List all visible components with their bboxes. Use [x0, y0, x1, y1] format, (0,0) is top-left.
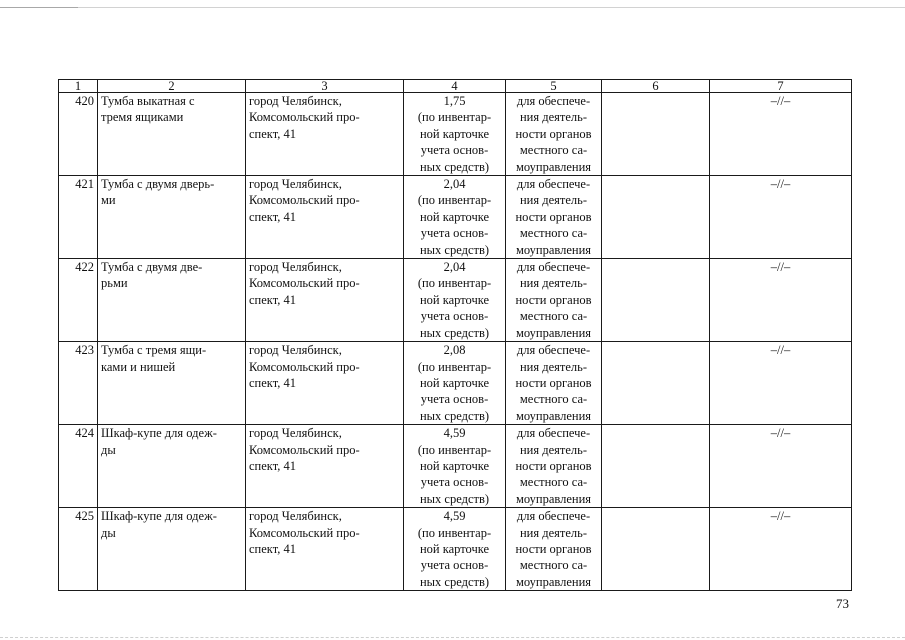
- item-name-cell: [98, 93, 246, 176]
- purpose-cell-line: ния деятель-: [519, 442, 588, 457]
- item-name-cell-line: рьми: [101, 276, 128, 291]
- address-cell-line: спект, 41: [249, 126, 296, 141]
- address-cell-line: спект, 41: [249, 458, 296, 473]
- purpose-cell-line: ности органов: [515, 292, 592, 307]
- item-name-cell-line: ми: [101, 193, 116, 208]
- header-cell-2: 2: [98, 80, 246, 93]
- cost-cell: [404, 93, 506, 176]
- address-cell-line: город Челябинск,: [249, 94, 342, 108]
- cost-cell: [404, 176, 506, 259]
- header-cell-5: 5: [506, 80, 602, 93]
- column-6-cell: [602, 176, 710, 259]
- purpose-cell: [506, 259, 602, 342]
- column-6-cell: [602, 93, 710, 176]
- purpose-cell-line: для обеспече-: [516, 509, 591, 524]
- item-name-cell-line: Тумба с тремя ящи-: [101, 343, 207, 358]
- address-cell-line: город Челябинск,: [249, 260, 342, 275]
- row-number-cell: 422: [59, 259, 98, 342]
- table-header-row: [59, 80, 852, 93]
- table-row: [59, 176, 852, 259]
- address-cell-line: город Челябинск,: [249, 426, 342, 441]
- cost-cell-line: ной карточке: [419, 209, 490, 224]
- purpose-cell-line: ности органов: [515, 126, 592, 141]
- table-row: [59, 342, 852, 425]
- cost-cell-line: ных средств): [419, 574, 490, 589]
- row-number-cell: 421: [59, 176, 98, 259]
- cost-cell-line: 2,04: [443, 177, 466, 192]
- column-6-cell: [602, 342, 710, 425]
- purpose-cell-line: местного са-: [519, 558, 588, 573]
- cost-cell-line: ных средств): [419, 159, 490, 174]
- cost-cell-line: ной карточке: [419, 375, 490, 390]
- purpose-cell-line: моуправления: [515, 159, 592, 174]
- item-name-cell: [98, 425, 246, 508]
- purpose-cell: [506, 425, 602, 508]
- purpose-cell-line: местного са-: [519, 475, 588, 490]
- purpose-cell-line: ности органов: [515, 541, 592, 556]
- address-cell-line: город Челябинск,: [249, 343, 342, 358]
- cost-cell-line: ных средств): [419, 325, 490, 340]
- cost-cell: [404, 508, 506, 591]
- purpose-cell-line: местного са-: [519, 143, 588, 158]
- address-cell-line: Комсомольский про-: [249, 525, 360, 540]
- purpose-cell-line: местного са-: [519, 392, 588, 407]
- column-6-cell: [602, 508, 710, 591]
- purpose-cell-line: местного са-: [519, 309, 588, 324]
- purpose-cell-line: ния деятель-: [519, 525, 588, 540]
- header-cell-1: 1: [59, 80, 98, 93]
- table-row: [59, 259, 852, 342]
- cost-cell-line: 2,04: [443, 260, 466, 275]
- cost-cell-line: учета основ-: [420, 143, 489, 158]
- cost-cell: [404, 259, 506, 342]
- address-cell-line: город Челябинск,: [249, 509, 342, 524]
- address-cell-line: спект, 41: [249, 541, 296, 556]
- address-cell-line: Комсомольский про-: [249, 359, 360, 374]
- cost-cell-line: ной карточке: [419, 292, 490, 307]
- address-cell-line: Комсомольский про-: [249, 276, 360, 291]
- cost-cell-line: учета основ-: [420, 558, 489, 573]
- cost-cell-line: учета основ-: [420, 309, 489, 324]
- column-6-cell: [602, 425, 710, 508]
- property-table: [58, 79, 852, 591]
- page-bottom-edge: [0, 637, 905, 638]
- address-cell-line: спект, 41: [249, 209, 296, 224]
- item-name-cell-line: ками и нишей: [101, 359, 176, 374]
- address-cell: [246, 93, 404, 176]
- header-cell-4: 4: [404, 80, 506, 93]
- cost-cell-line: (по инвентар-: [417, 193, 492, 208]
- column-7-cell: –//–: [710, 259, 852, 342]
- purpose-cell-line: местного са-: [519, 226, 588, 241]
- purpose-cell: [506, 508, 602, 591]
- cost-cell-line: (по инвентар-: [417, 276, 492, 291]
- purpose-cell-line: ния деятель-: [519, 276, 588, 291]
- header-cell-7: 7: [710, 80, 852, 93]
- row-number-cell: 423: [59, 342, 98, 425]
- row-number-cell: 420: [59, 93, 98, 176]
- page-top-edge-mark: [0, 7, 78, 8]
- header-cell-3: 3: [246, 80, 404, 93]
- purpose-cell-line: ности органов: [515, 209, 592, 224]
- cost-cell-line: (по инвентар-: [417, 110, 492, 125]
- cost-cell-line: ных средств): [419, 408, 490, 423]
- purpose-cell-line: для обеспече-: [516, 260, 591, 275]
- column-7-cell: –//–: [710, 508, 852, 591]
- column-6-cell: [602, 259, 710, 342]
- row-number-cell: 425: [59, 508, 98, 591]
- page-top-edge: [0, 7, 905, 8]
- address-cell-line: Комсомольский про-: [249, 193, 360, 208]
- row-number-cell: 424: [59, 425, 98, 508]
- table-row: [59, 93, 852, 176]
- item-name-cell: [98, 508, 246, 591]
- item-name-cell: [98, 176, 246, 259]
- purpose-cell-line: ности органов: [515, 458, 592, 473]
- item-name-cell-line: Тумба выкатная с: [101, 94, 195, 108]
- purpose-cell-line: ности органов: [515, 375, 592, 390]
- purpose-cell-line: моуправления: [515, 242, 592, 257]
- item-name-cell: [98, 259, 246, 342]
- address-cell-line: город Челябинск,: [249, 177, 342, 192]
- item-name-cell-line: Шкаф-купе для одеж-: [101, 426, 217, 441]
- column-7-cell: –//–: [710, 342, 852, 425]
- item-name-cell-line: тремя ящиками: [101, 110, 184, 125]
- cost-cell-line: 4,59: [443, 426, 466, 441]
- table-row: [59, 508, 852, 591]
- item-name-cell-line: Шкаф-купе для одеж-: [101, 509, 217, 524]
- address-cell: [246, 342, 404, 425]
- cost-cell-line: ных средств): [419, 242, 490, 257]
- address-cell-line: спект, 41: [249, 375, 296, 390]
- purpose-cell: [506, 176, 602, 259]
- purpose-cell-line: ния деятель-: [519, 110, 588, 125]
- purpose-cell-line: моуправления: [515, 325, 592, 340]
- cost-cell-line: (по инвентар-: [417, 525, 492, 540]
- column-7-cell: –//–: [710, 425, 852, 508]
- cost-cell-line: ной карточке: [419, 541, 490, 556]
- cost-cell-line: учета основ-: [420, 475, 489, 490]
- address-cell: [246, 176, 404, 259]
- header-cell-6: 6: [602, 80, 710, 93]
- purpose-cell-line: для обеспече-: [516, 94, 591, 108]
- cost-cell-line: 4,59: [443, 509, 466, 524]
- purpose-cell-line: ния деятель-: [519, 193, 588, 208]
- address-cell: [246, 508, 404, 591]
- cost-cell-line: учета основ-: [420, 226, 489, 241]
- address-cell: [246, 425, 404, 508]
- cost-cell-line: ной карточке: [419, 458, 490, 473]
- item-name-cell-line: ды: [101, 442, 116, 457]
- purpose-cell-line: моуправления: [515, 408, 592, 423]
- purpose-cell-line: для обеспече-: [516, 426, 591, 441]
- purpose-cell: [506, 342, 602, 425]
- item-name-cell-line: Тумба с двумя две-: [101, 260, 203, 275]
- item-name-cell: [98, 342, 246, 425]
- cost-cell-line: (по инвентар-: [417, 359, 492, 374]
- purpose-cell-line: для обеспече-: [516, 177, 591, 192]
- address-cell-line: Комсомольский про-: [249, 442, 360, 457]
- cost-cell-line: ных средств): [419, 491, 490, 506]
- cost-cell: [404, 425, 506, 508]
- cost-cell-line: учета основ-: [420, 392, 489, 407]
- item-name-cell-line: Тумба с двумя дверь-: [101, 177, 215, 192]
- cost-cell-line: (по инвентар-: [417, 442, 492, 457]
- cost-cell-line: 1,75: [443, 94, 466, 108]
- item-name-cell-line: ды: [101, 525, 116, 540]
- column-7-cell: –//–: [710, 176, 852, 259]
- address-cell-line: спект, 41: [249, 292, 296, 307]
- purpose-cell: [506, 93, 602, 176]
- cost-cell-line: ной карточке: [419, 126, 490, 141]
- purpose-cell-line: моуправления: [515, 574, 592, 589]
- table-body: [59, 80, 852, 591]
- address-cell: [246, 259, 404, 342]
- address-cell-line: Комсомольский про-: [249, 110, 360, 125]
- column-7-cell: –//–: [710, 93, 852, 176]
- purpose-cell-line: ния деятель-: [519, 359, 588, 374]
- purpose-cell-line: моуправления: [515, 491, 592, 506]
- table-row: [59, 425, 852, 508]
- purpose-cell-line: для обеспече-: [516, 343, 591, 358]
- page-number: 73: [836, 596, 849, 611]
- cost-cell-line: 2,08: [443, 343, 466, 358]
- cost-cell: [404, 342, 506, 425]
